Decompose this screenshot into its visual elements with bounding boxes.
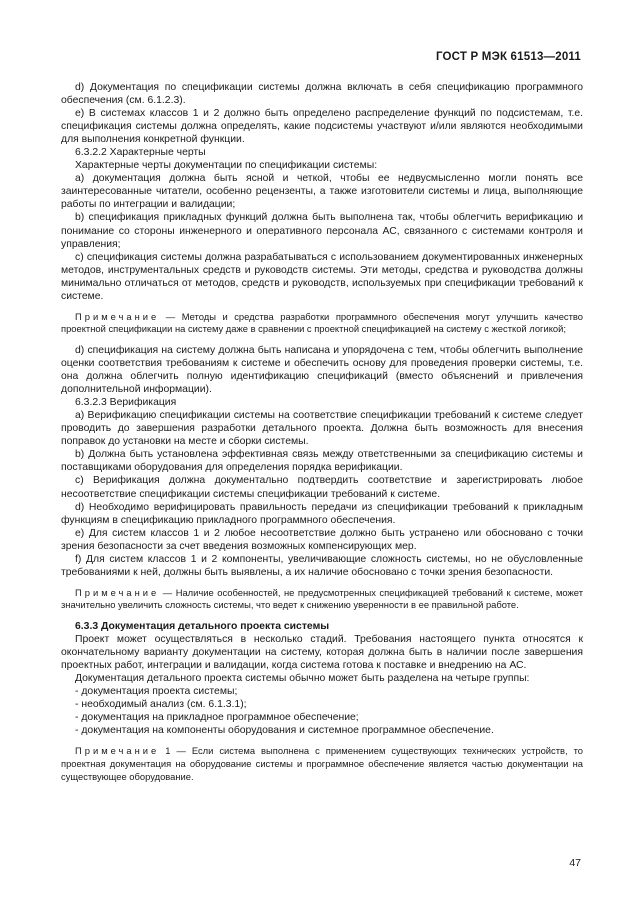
paragraph-b1: b) спецификация прикладных функций должна быть выполнена так, чтобы облегчить верификацию и понимание со стороны инженерного и оперативного персонала АС, связанного с системами контроля и управления; xyxy=(61,212,583,250)
paragraph-d3: d) Необходимо верифицировать правильность передачи из спецификации требований к прикладным функциям в спецификацию прикладного программного обеспечения. xyxy=(61,501,583,526)
paragraph-a1: а) документация должна быть ясной и четкой, чтобы ее недвусмысленно могли понять все заинтересованные читатели, особенно рецензенты, а также изготовители системы и лица, выполняющие работы по интеграции и валидации; xyxy=(61,173,583,211)
paragraph-f1: f) Для систем классов 1 и 2 компоненты, увеличивающие сложность системы, но не обусловленные требованиями к ней, должны быть выявлены, а их наличие обосновано с точки зрения безопасности. xyxy=(61,553,583,578)
note-text: — Методы и средства разработки программного обеспечения могут улучшить качество проектной спецификации на систему даже в сравнении с проектной спецификацией на систему с жесткой логикой; xyxy=(61,310,583,335)
section-heading-6322: 6.3.2.2 Характерные черты xyxy=(75,147,206,159)
note-text: — Наличие особенностей, не предусмотренных спецификацией требований к системе, может значительно увеличить сложность системы, что ведет к снижению уверенности в ее правильной работе. xyxy=(61,586,583,611)
paragraph-d1: d) Документация по спецификации системы должна включать в себя спецификацию программного обеспечения (см. 6.1.2.3). xyxy=(61,82,583,107)
paragraph-e2: e) Для систем классов 1 и 2 любое несоответствие должно быть устранено или обосновано с точки зрения безопасности за счет введения возможных компенсирующих мер. xyxy=(61,527,583,552)
section-heading-6323: 6.3.2.3 Верификация xyxy=(75,397,177,409)
paragraph-c1: с) спецификация системы должна разрабатываться с использованием документированных инженерных методов, инструментальных средств и руководств системы. Эти методы, средства и руководства должны минимально отличаться от методов, средств и руководств, используемых при спецификации требований к системе. xyxy=(61,251,583,302)
note-2 xyxy=(61,587,583,612)
list-item: - документация на прикладное программное обеспечение; xyxy=(75,712,359,724)
document-header: ГОСТ Р МЭК 61513—2011 xyxy=(435,51,581,63)
list-item: - документация проекта системы; xyxy=(75,686,238,698)
section-heading-633: 6.3.3 Документация детального проекта системы xyxy=(75,621,330,633)
paragraph-e1: e) В системах классов 1 и 2 должно быть определено распределение функций по подсистемам, т.е. спецификация системы должна определять, какие подсистемы участвуют и/или являются необходимыми для выполнения конкретной функции. xyxy=(61,108,583,146)
paragraph-633b: Документация детального проекта системы обычно может быть разделена на четыре группы: xyxy=(75,673,530,685)
note-label: Примечание xyxy=(75,310,160,322)
list-item: - документация на компоненты оборудования и системное программное обеспечение. xyxy=(75,725,494,737)
note-3 xyxy=(61,745,583,783)
list-item: - необходимый анализ (см. 6.1.3.1); xyxy=(75,699,247,711)
paragraph-b2: b) Должна быть установлена эффективная связь между ответственными за спецификацию системы и поставщиками оборудования для определения порядка верификации. xyxy=(61,449,583,474)
note-label: Примечание xyxy=(75,586,160,598)
note-text: 1 — Если система выполнена с применением существующих технических устройств, то проектная документация на оборудование системы и программное обеспечение является частью документации на существующее оборудование. xyxy=(61,745,583,782)
paragraph-intro-6322: Характерные черты документации по спецификации системы: xyxy=(75,160,378,172)
paragraph-c2: c) Верификация должна документально подтвердить соответствие и зарегистрировать любое несоответствие спецификации системы спецификации требований к системе. xyxy=(61,475,583,500)
page-body xyxy=(61,81,583,791)
paragraph-a2: а) Верификацию спецификации системы на соответствие спецификации требований к системе следует проводить до завершения разработки детального проекта. Должна быть возможность для внесения поправок до установки на месте и сборки системы. xyxy=(61,410,583,448)
paragraph-633a: Проект может осуществляться в несколько стадий. Требования настоящего пункта относятся к окончательному варианту документации на систему, которая должна быть в наличии после завершения проектных работ, интеграции и валидации, когда система готова к поставке и внедрению на АС. xyxy=(61,634,583,672)
paragraph-d2: d) спецификация на систему должна быть написана и упорядочена с тем, чтобы облегчить выполнение оценки соответствия требованиям к системе и обеспечить основу для проведения проверки системы, т.е. она должна облегчить полную идентификацию спецификаций (вместо объяснений и привлечения дополнительной информации). xyxy=(61,344,583,396)
note-label: Примечание xyxy=(75,745,160,757)
page-number: 47 xyxy=(569,857,581,869)
note-1 xyxy=(61,311,583,336)
